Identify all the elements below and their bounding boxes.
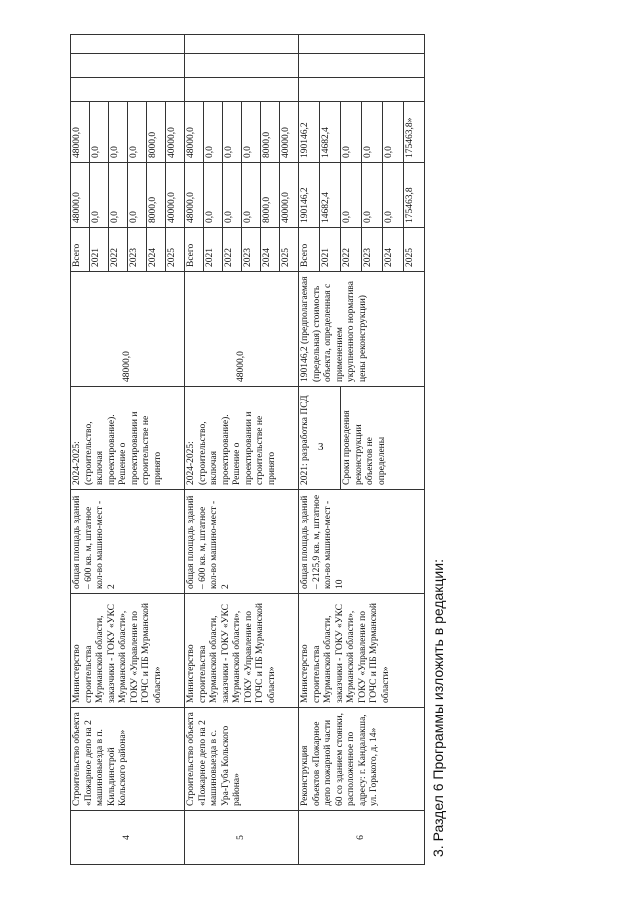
- cost-cell: 190146,2 (предполагаемая (предельная) стоимость объекта, определенная с применением укрупненного норматива цены реконструкции): [299, 272, 425, 387]
- table-row: [71, 35, 90, 865]
- fact-value-cell: 8000,0: [261, 102, 280, 163]
- fact-value-cell: 0,0: [109, 102, 128, 163]
- plan-value-cell: 0,0: [128, 163, 147, 228]
- capacity-cell: общая площадь зданий – 2125,9 кв. м, штатное кол-во машино-мест - 10: [299, 490, 425, 594]
- empty-cell: [71, 35, 185, 54]
- object-name-cell: Строительство объекта «Пожарное депо на 2 машиновыезда в п. Кильдинстрой Кольского района»: [71, 708, 185, 811]
- section-heading: 3. Раздел 6 Программы изложить в редакции:: [430, 559, 446, 857]
- fact-value-cell: 0,0: [242, 102, 261, 163]
- year-cell: 2021: [204, 228, 223, 272]
- empty-cell: [299, 35, 425, 54]
- year-cell: 2023: [128, 228, 147, 272]
- page-number: 3: [318, 441, 324, 453]
- plan-value-cell: 40000,0: [280, 163, 299, 228]
- row-number: 4: [71, 811, 185, 865]
- year-cell: Всего: [71, 228, 90, 272]
- year-cell: 2024: [147, 228, 166, 272]
- year-cell: Всего: [185, 228, 204, 272]
- year-cell: Всего: [299, 228, 320, 272]
- year-cell: 2024: [261, 228, 280, 272]
- customer-cell: Министерство строительства Мурманской области, заказчики - ГОКУ «УКС Мурманской области», ГОКУ «Управление по ГОЧС и ПБ Мурманской области»: [71, 594, 185, 708]
- fact-value-cell: 48000,0: [185, 102, 204, 163]
- capacity-cell: общая площадь зданий – 600 кв. м, штатное кол-во машино-мест - 2: [185, 490, 299, 594]
- customer-cell: Министерство строительства Мурманской области, заказчики - ГОКУ «УКС Мурманской области», ГОКУ «Управление по ГОЧС и ПБ Мурманской области»: [185, 594, 299, 708]
- year-cell: 2022: [341, 228, 362, 272]
- plan-value-cell: 0,0: [90, 163, 109, 228]
- fact-value-cell: 40000,0: [280, 102, 299, 163]
- table-row: [185, 35, 204, 865]
- year-cell: 2024: [383, 228, 404, 272]
- program-table: [70, 34, 425, 865]
- year-cell: 2023: [362, 228, 383, 272]
- plan-value-cell: 190146,2: [299, 163, 320, 228]
- fact-value-cell: 190146,2: [299, 102, 320, 163]
- plan-value-cell: 40000,0: [166, 163, 185, 228]
- fact-value-cell: 0,0: [204, 102, 223, 163]
- cost-cell: 48000,0: [71, 272, 185, 387]
- plan-value-cell: 48000,0: [71, 163, 90, 228]
- fact-value-cell: 48000,0: [71, 102, 90, 163]
- empty-cell: [71, 78, 185, 102]
- plan-value-cell: 0,0: [204, 163, 223, 228]
- empty-cell: [185, 54, 299, 78]
- table-row: [299, 35, 320, 865]
- plan-value-cell: 14682,4: [320, 163, 341, 228]
- year-cell: 2025: [404, 228, 425, 272]
- plan-value-cell: 48000,0: [185, 163, 204, 228]
- fact-value-cell: 175463,8»: [404, 102, 425, 163]
- plan-value-cell: 8000,0: [261, 163, 280, 228]
- plan-value-cell: 0,0: [362, 163, 383, 228]
- stages-cell: 2024-2025: (строительство, включая проектирование). Решение о проектировании и строительстве не принято: [185, 387, 299, 490]
- fact-value-cell: 40000,0: [166, 102, 185, 163]
- fact-value-cell: 0,0: [90, 102, 109, 163]
- plan-value-cell: 175463,8: [404, 163, 425, 228]
- empty-cell: [185, 35, 299, 54]
- row-number: 6: [299, 811, 425, 865]
- capacity-cell: общая площадь зданий – 600 кв. м, штатное кол-во машино-мест - 2: [71, 490, 185, 594]
- year-cell: 2021: [90, 228, 109, 272]
- empty-cell: [299, 54, 425, 78]
- customer-cell: Министерство строительства Мурманской области, заказчики - ГОКУ «УКС Мурманской области», ГОКУ «Управление по ГОЧС и ПБ Мурманской области»: [299, 594, 425, 708]
- empty-cell: [299, 78, 425, 102]
- object-name-cell: Строительство объекта «Пожарное депо на 2 машиновыезда в с. Ура-Губа Кольского района»: [185, 708, 299, 811]
- empty-cell: [71, 54, 185, 78]
- cost-cell: 48000,0: [185, 272, 299, 387]
- fact-value-cell: 0,0: [383, 102, 404, 163]
- program-table-rotated: [70, 35, 630, 865]
- fact-value-cell: 0,0: [223, 102, 242, 163]
- fact-value-cell: 0,0: [341, 102, 362, 163]
- stages-cell: 2021: разработка ПСД: [299, 387, 341, 490]
- stages-cell: Сроки проведения реконструкции объектов не определены: [341, 387, 425, 490]
- plan-value-cell: 0,0: [341, 163, 362, 228]
- stages-cell: 2024-2025: (строительство, включая проектирование). Решение о проектировании и строительстве не принято: [71, 387, 185, 490]
- plan-value-cell: 0,0: [109, 163, 128, 228]
- fact-value-cell: 0,0: [128, 102, 147, 163]
- plan-value-cell: 0,0: [383, 163, 404, 228]
- year-cell: 2025: [166, 228, 185, 272]
- object-name-cell: Реконструкция объектов «Пожарное депо пожарной части 60 со зданием стоянки, расположенное по адресу: г. Кандалакша, ул. Горького, д. 14»: [299, 708, 425, 811]
- year-cell: 2023: [242, 228, 261, 272]
- plan-value-cell: 0,0: [223, 163, 242, 228]
- fact-value-cell: 0,0: [362, 102, 383, 163]
- year-cell: 2022: [109, 228, 128, 272]
- fact-value-cell: 14682,4: [320, 102, 341, 163]
- empty-cell: [185, 78, 299, 102]
- year-cell: 2025: [280, 228, 299, 272]
- fact-value-cell: 8000,0: [147, 102, 166, 163]
- plan-value-cell: 8000,0: [147, 163, 166, 228]
- year-cell: 2021: [320, 228, 341, 272]
- year-cell: 2022: [223, 228, 242, 272]
- plan-value-cell: 0,0: [242, 163, 261, 228]
- row-number: 5: [185, 811, 299, 865]
